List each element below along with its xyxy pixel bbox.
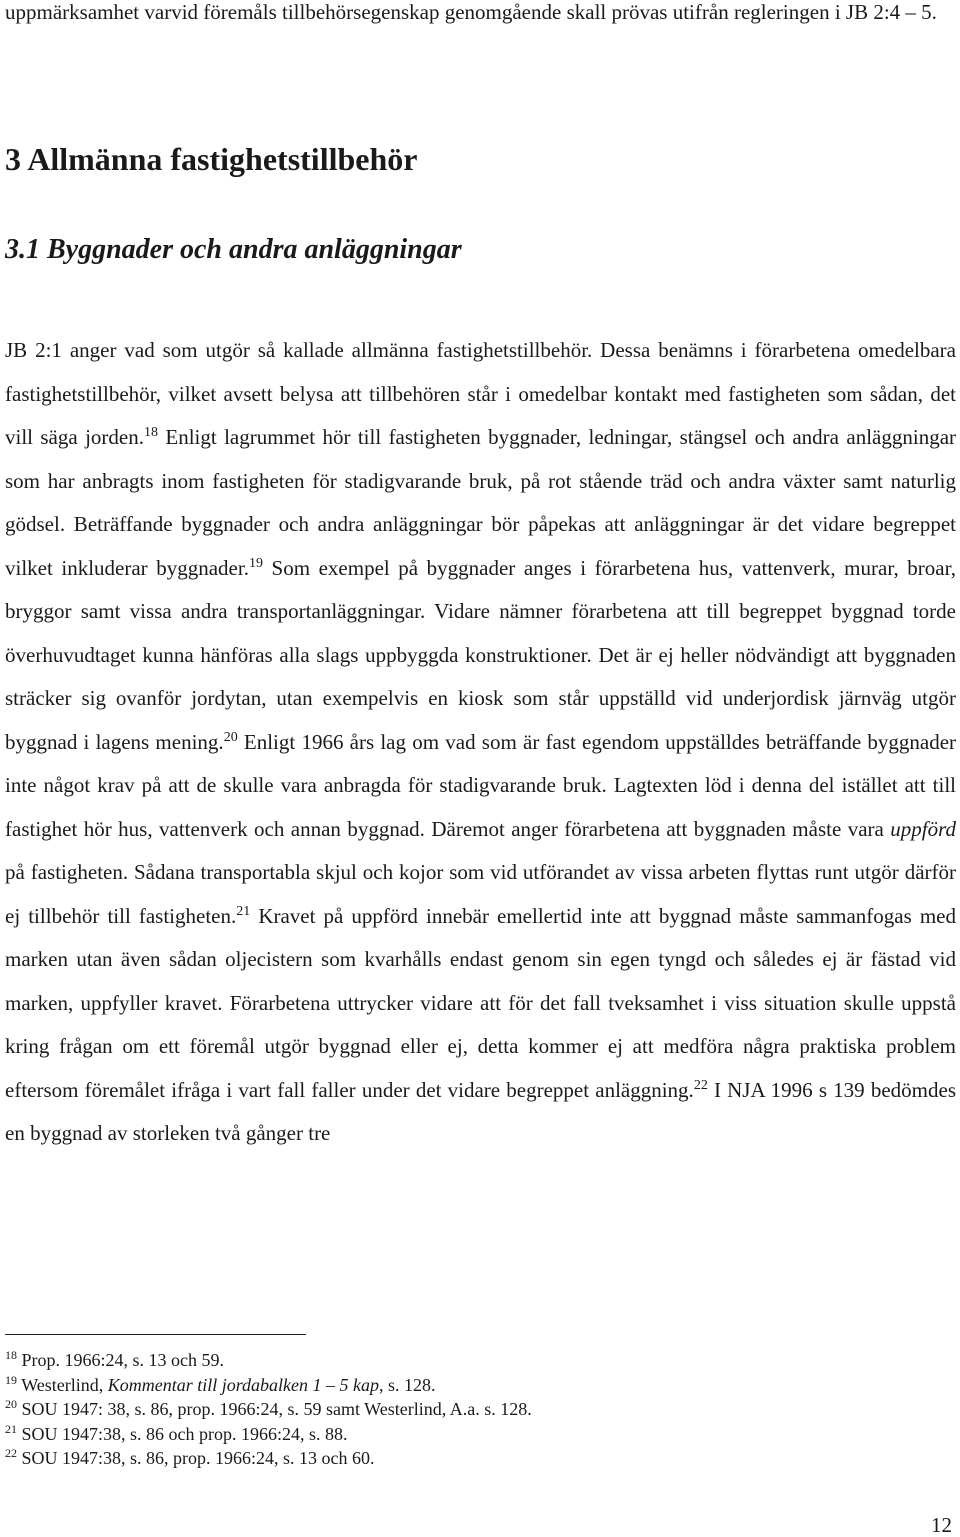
sentence-6: I NJA 1996 s 139 bedömdes en byggnad av storleken två gånger tre	[5, 1077, 956, 1145]
footnote-21	[5, 1422, 905, 1447]
footnote-divider	[5, 1334, 306, 1335]
footnote-number: 22	[5, 1446, 17, 1460]
footnote-number: 20	[5, 1397, 17, 1411]
subsection-heading: 3.1 Byggnader och andra anläggningar	[5, 234, 462, 265]
footnote-text: SOU 1947:38, s. 86 och prop. 1966:24, s. 88.	[21, 1423, 348, 1444]
footnote-text-post: , s. 128.	[379, 1374, 436, 1395]
footnote-ref-22: 22	[693, 1077, 708, 1093]
intro-paragraph	[5, 0, 956, 34]
footnote-18	[5, 1348, 905, 1373]
sentence-3: Som exempel på byggnader anges i förarbetena hus, vattenverk, murar, broar, bryggor samt vissa andra transportanläggningar. Vidare nämner förarbetena att till begreppet byggnad torde överhuvudtaget kunna hänföras alla slags uppbyggda konstruktioner. Det är ej heller nödvändigt att byggnaden sträcker sig ovanför jordytan, utan exempelvis en kiosk som står uppställd vid underjordisk järnväg utgör byggnad i lagens mening.	[5, 555, 956, 754]
sentence-2: Enligt lagrummet hör till fastigheten byggnader, ledningar, stängsel och andra anläggningar som har anbragts inom fastigheten för stadigvarande bruk, på rot stående träd och andra växter samt naturlig gödsel. Beträffande byggnader och andra anläggningar bör påpekas att anläggningar är det vidare begreppet vilket inkluderar byggnader.	[5, 425, 957, 580]
sentence-4a: Enligt 1966 års lag om vad som är fast egendom uppställdes beträffande byggnader inte något krav på att de skulle vara anbragda för stadigvarande bruk. Lagtexten löd i denna del istället att till fastighet hör hus, vattenverk och annan byggnad. Däremot anger förarbetena att byggnaden måste vara	[5, 729, 957, 841]
footnote-text-pre: Westerlind,	[21, 1374, 108, 1395]
footnote-19	[5, 1373, 905, 1398]
footnote-ref-18: 18	[144, 425, 158, 440]
italic-term: uppförd	[890, 816, 956, 841]
paragraph-text	[5, 329, 956, 1156]
footnotes	[5, 1348, 905, 1471]
footnote-ref-21: 21	[236, 903, 251, 919]
intro-text: uppmärksamhet varvid föremåls tillbehörsegenskap genomgående skall prövas utifrån regleringen i JB 2:4 – 5.	[5, 0, 937, 24]
body-paragraph	[5, 329, 956, 1156]
footnote-20	[5, 1397, 905, 1422]
sentence-1: JB 2:1 anger vad som utgör så kallade allmänna fastighetstillbehör. Dessa benämns i förarbetena omedelbara fastighetstillbehör, vilket avsett belysa att tillbehören står i omedelbar kontakt med fastigheten som sådan, det vill säga jorden.	[5, 338, 956, 449]
footnote-number: 19	[5, 1372, 17, 1387]
footnote-ref-19: 19	[248, 555, 263, 571]
footnote-text: SOU 1947:38, s. 86, prop. 1966:24, s. 13 och 60.	[21, 1448, 375, 1468]
sentence-4b: på fastigheten. Sådana transportabla skjul och kojor som vid utförandet av vissa arbeten flyttas runt utgör därför ej tillbehör till fastigheten.	[5, 860, 956, 928]
footnote-number: 21	[5, 1421, 17, 1436]
footnote-text: Prop. 1966:24, s. 13 och 59.	[21, 1350, 224, 1370]
sentence-5: Kravet på uppförd innebär emellertid inte att byggnad måste sammanfogas med marken utan även sådan oljecistern som kvarhålls endast genom sin egen tyngd och således ej är fästad vid marken, uppfyller kravet. Förarbetena uttrycker vidare att för det fall tveksamhet i viss situation skulle uppstå kring frågan om ett föremål utgör byggnad eller ej, detta kommer ej att medföra några praktiska problem eftersom föremålet ifråga i vart fall faller under det vidare begreppet anläggning.	[5, 903, 956, 1102]
footnote-ref-20: 20	[223, 729, 238, 745]
footnote-text: SOU 1947: 38, s. 86, prop. 1966:24, s. 59 samt Westerlind, A.a. s. 128.	[21, 1399, 532, 1419]
section-heading: 3 Allmänna fastighetstillbehör	[5, 141, 418, 177]
footnote-book-title: Kommentar till jordabalken 1 – 5 kap	[107, 1374, 380, 1395]
footnote-number: 18	[5, 1348, 17, 1362]
page-number: 12	[931, 1513, 952, 1537]
footnote-22	[5, 1446, 905, 1471]
